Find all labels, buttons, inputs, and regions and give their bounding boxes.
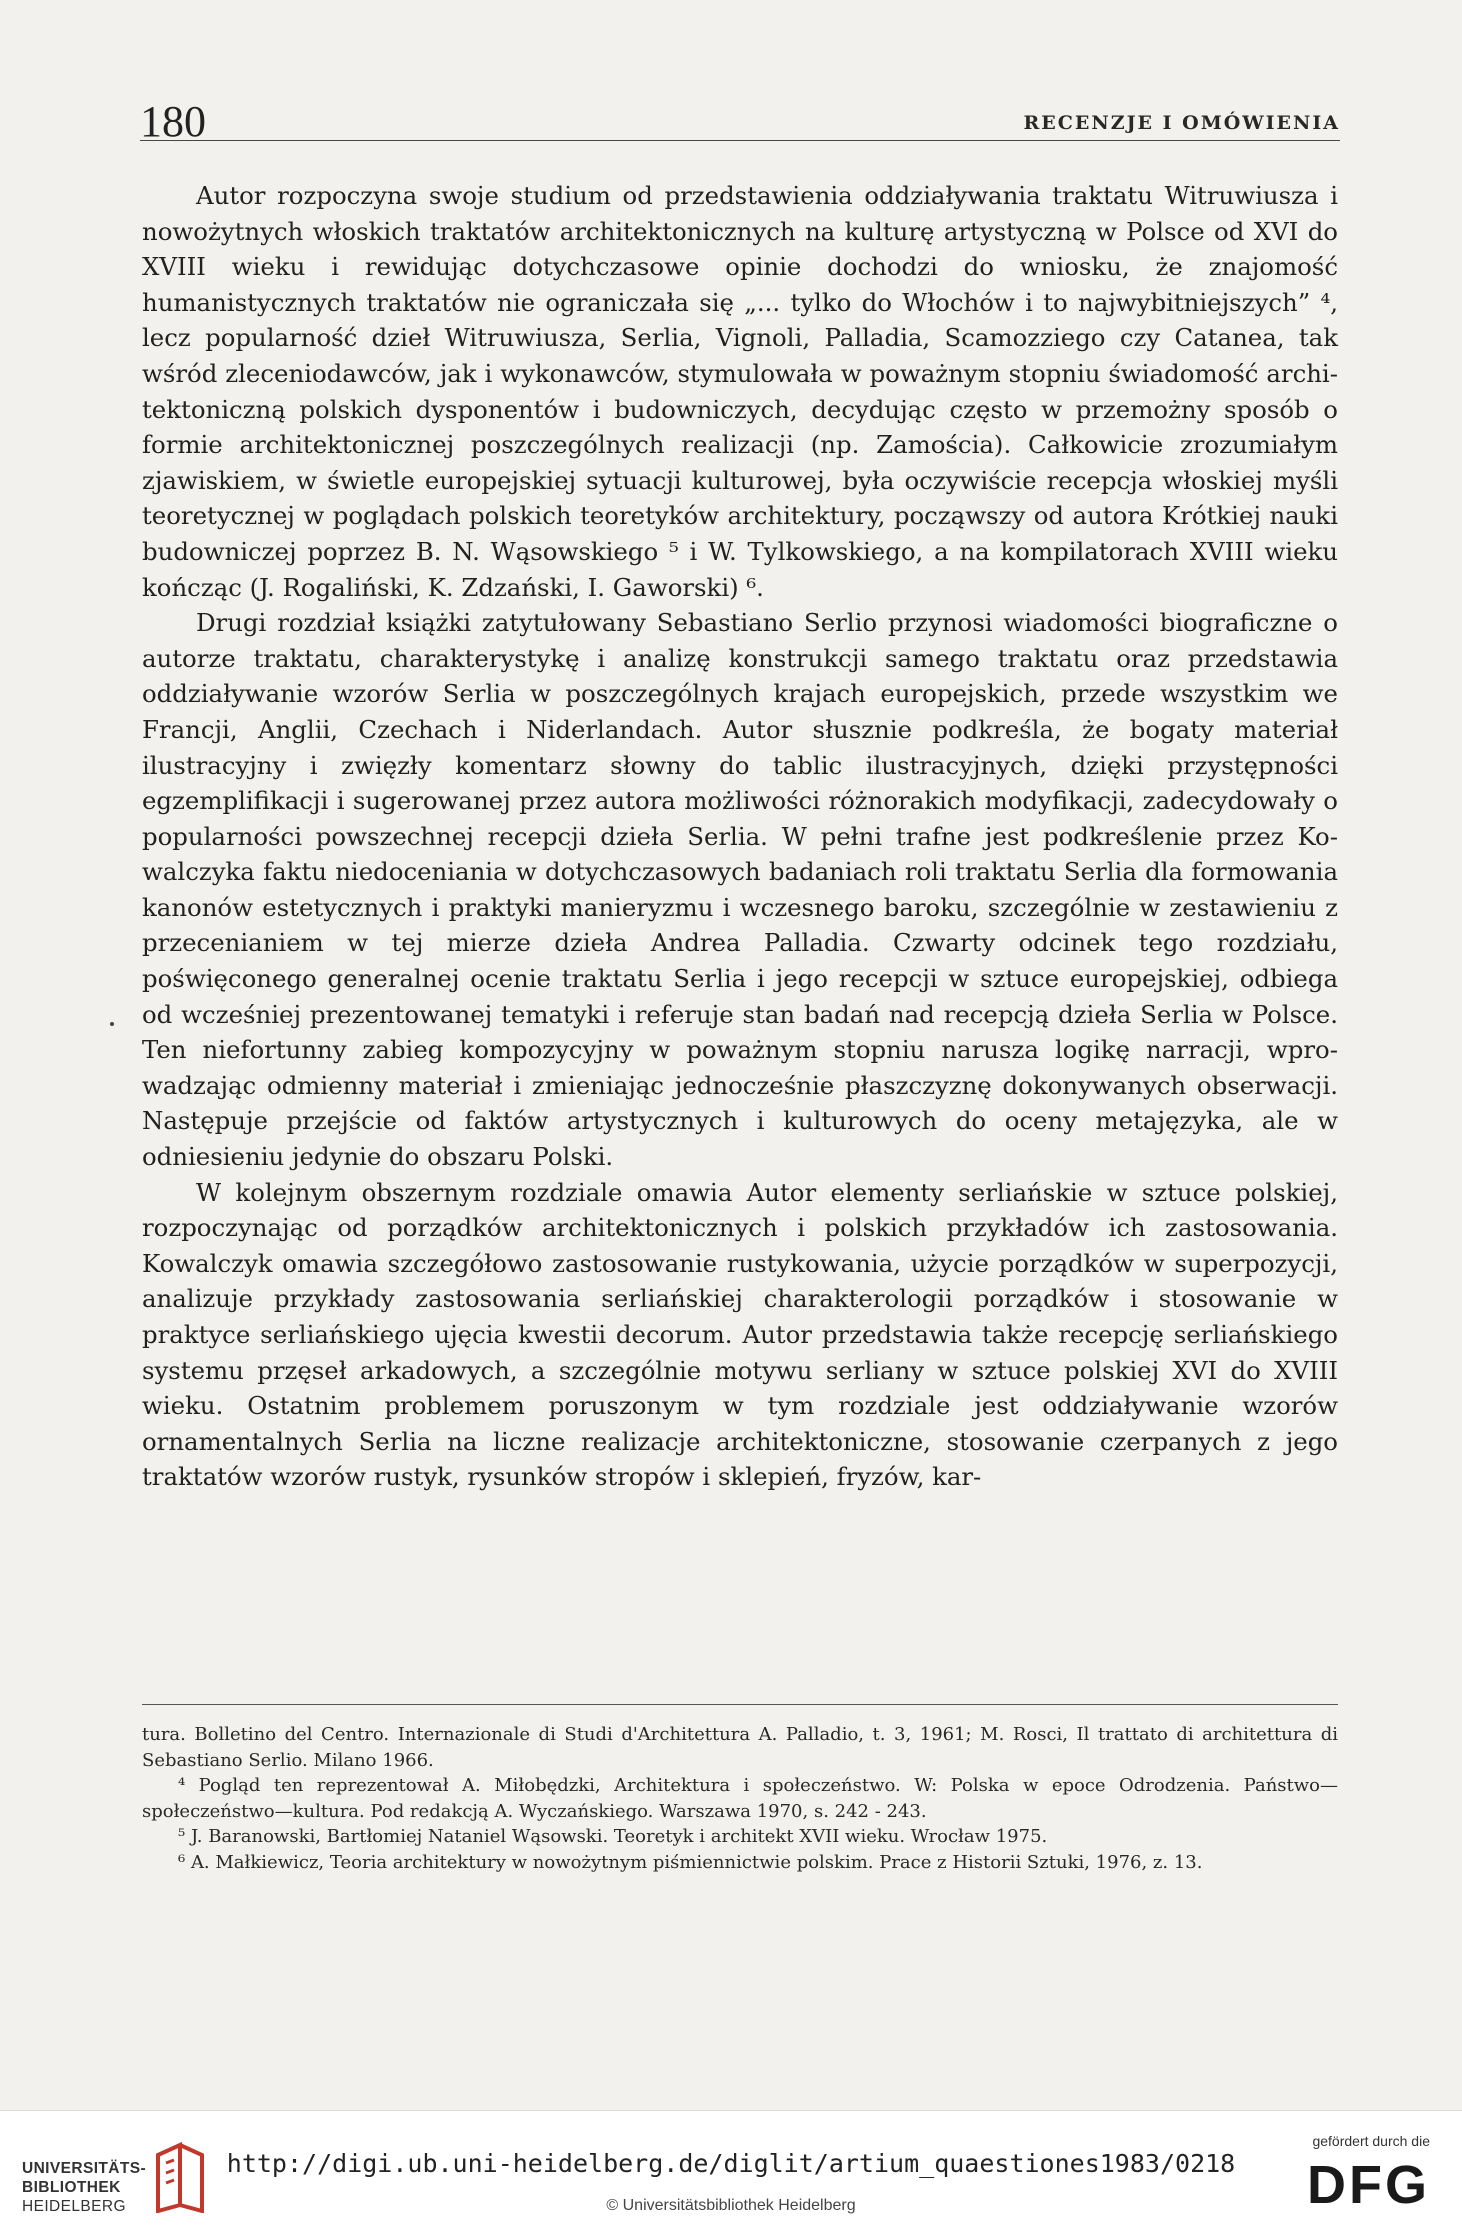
body-text <box>142 178 1338 1495</box>
footnote-5: ⁵ J. Baranowski, Bartłomiej Nataniel Wąsowski. Teoretyk i architekt XVII wieku. Wrocław 1975. <box>178 1826 1048 1847</box>
running-head: RECENZJE I OMÓWIENIA <box>1023 112 1340 134</box>
library-name-line-1: UNIVERSITÄTS- <box>22 2160 147 2177</box>
digitization-footer <box>0 2110 1462 2230</box>
library-name-line-3: HEIDELBERG <box>22 2198 126 2215</box>
footnote-continuation: tura. Bolletino del Centro. Internazionale di Studi d'Architettura A. Palladio, t. 3, 1961; M. Rosci, Il trattato di architettura di Sebastiano Serlio. Milano 1966. <box>142 1724 1338 1771</box>
footnote-rule <box>142 1704 1338 1705</box>
header-rule <box>140 140 1340 141</box>
dfg-logo: DFG <box>1307 2155 1430 2215</box>
footnote-4: ⁴ Pogląd ten reprezentował A. Miłobędzki, Architektura i społeczeństwo. W: Polska w epoce Odrodzenia. Państwo—społeczeństwo—kultura. Pod redakcją A. Wyczańskiego. Warszawa 1970, s. 242 - 243. <box>142 1775 1338 1822</box>
margin-mark <box>110 1022 114 1026</box>
page-number: 180 <box>140 97 206 146</box>
paragraph-3: W kolejnym obszernym rozdziale omawia Autor elementy serliańskie w sztuce polskiej, rozpoczynając od porządków architektonicznych i polskich przykładów ich zastosowania. Kowalczyk omawia szczegółowo zastosowanie rustykowania, użycie porządków w superpozycji, analizuje przykłady zastosowania serliańskiej charakterologii porządków i stosowanie w praktyce serliańskiego ujęcia kwestii decorum. Autor przedstawia także recepcję serliańskiego systemu przęseł arkadowych, a szczególnie motywu serliany w sztuce polskiej XVI do XVIII wieku. Ostatnim problemem poruszonym w tym rozdziale jest oddziaływanie wzorów ornamentalnych Serlia na liczne realizacje architektoniczne, stosowanie czerpanych z jego traktatów wzorów rustyk, rysunków stropów i sklepień, fryzów, kar- <box>142 1177 1338 1492</box>
paragraph-2: Drugi rozdział książki zatytułowany Sebastiano Serlio przynosi wiadomości biograficzne o autorze traktatu, charakterystykę i analizę konstrukcji samego traktatu oraz przedstawia oddziaływanie wzorów Serlia w poszczególnych krajach europejskich, przede wszystkim we Francji, Anglii, Czechach i Niderlandach. Autor słusznie podkreśla, że bogaty materiał ilustracyjny i zwięzły komentarz słowny do tablic ilustracyjnych, dzięki przystępności egzemplifikacji i sugerowanej przez autora możliwości różnorakich modyfikacji, zadecydowały o popularności powszechnej recepcji dzieła Serlia. W pełni trafne jest podkreślenie przez Kowalczyka faktu niedoceniania w dotychczasowych badaniach roli traktatu Serlia dla formowania kanonów estetycznych i praktyki manieryzmu i wczesnego baroku, szczególnie w zestawieniu z przecenianiem w tej mierze dzieła Andrea Palladia. Czwarty odcinek tego rozdziału, poświęconego generalnej ocenie traktatu Serlia i jego recepcji w sztuce europejskiej, odbiega od wcześniej prezentowanej tematyki i referuje stan badań nad recepcją dzieła Serlia w Polsce. Ten niefortunny zabieg kompozycyjny w poważnym stopniu narusza logikę narracji, wprowadzając odmienny materiał i zmieniając jednocześnie płaszczyznę dokonywanych obserwacji. Następuje przejście od faktów artystycznych i kulturowych do oceny metajęzyka, ale w odniesieniu jedynie do obszaru Polski. <box>142 608 1338 1172</box>
footnote-6: ⁶ A. Małkiewicz, Teoria architektury w nowożytnym piśmiennictwie polskim. Prace z Historii Sztuki, 1976, z. 13. <box>178 1851 1203 1873</box>
footnotes <box>142 1722 1338 1875</box>
paragraph-1: Autor rozpoczyna swoje studium od przedstawienia oddziaływania traktatu Witruwiusza i nowożytnych włoskich traktatów architektonicznych na kulturę artystyczną w Polsce od XVI do XVIII wieku i rewidując dotychczasowe opinie dochodzi do wniosku, że znajomość humanistycznych traktatów nie ograniczała się „... tylko do Włochów i to najwybitniejszych” ⁴, lecz popularność dzieł Witruwiusza, Serlia, Vignoli, Palladia, Scamozziego czy Catanea, tak wśród zleceniodawców, jak i wykonawców, stymulowała w poważnym stopniu świadomość architektoniczną polskich dysponentów i budowniczych, decydując często w przemożny sposób o formie architektonicznej poszczególnych realizacji (np. Zamościa). Całkowicie zrozumiałym zjawiskiem, w świetle europejskiej sytuacji kulturowej, była oczywiście recepcja włoskiej myśli teoretycznej w poglądach polskich teoretyków architektury, począwszy od autora Krótkiej nauki budowniczej poprzez B. N. Wąsowskiego ⁵ i W. Tylkowskiego, a na kompilatorach XVIII wieku kończąc (J. Rogaliński, K. Zdzański, I. Gaworski) ⁶. <box>142 181 1338 602</box>
funded-by-label: gefördert durch die <box>1312 2133 1430 2149</box>
library-name-line-2: BIBLIOTHEK <box>22 2179 121 2196</box>
permalink-url[interactable]: http://digi.ub.uni-heidelberg.de/diglit/artium_quaestiones1983/0218 <box>226 2149 1236 2178</box>
copyright-notice: © Universitätsbibliothek Heidelberg <box>606 2197 856 2214</box>
